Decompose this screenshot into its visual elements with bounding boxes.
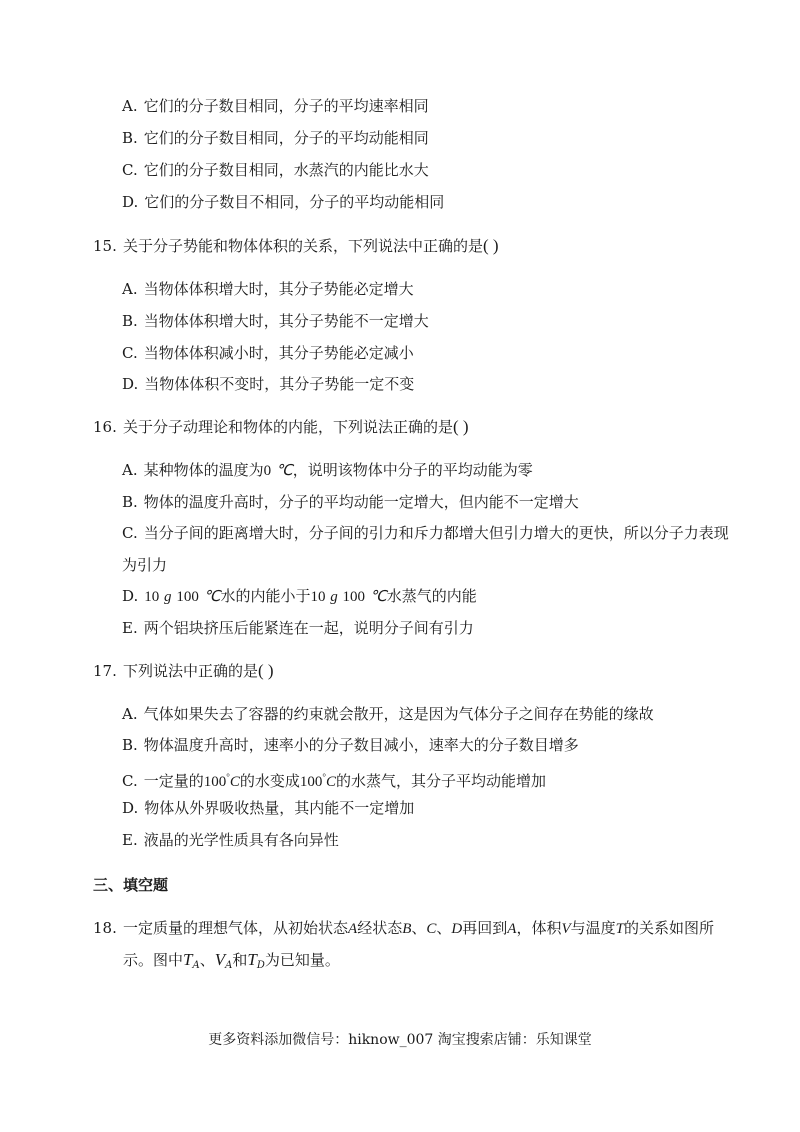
option-text: 当分子间的距离增大时，分子间的引力和斥力都增大但引力增大的更快，所以分子力表现 <box>143 524 729 542</box>
gram-unit: g <box>164 589 172 605</box>
state-d: D <box>451 921 463 937</box>
td-symbol: T <box>247 950 257 969</box>
q16-option-a <box>122 460 533 481</box>
option-label: C. <box>122 161 138 179</box>
q16-option-d <box>122 586 477 607</box>
celsius-letter: C <box>325 774 336 790</box>
option-label: B. <box>122 493 138 511</box>
option-text: 物体从外界吸收热量，其内能不一定增加 <box>144 799 415 817</box>
celsius-unit: ℃ <box>203 589 221 605</box>
option-text: 当物体体积不变时，其分子势能一定不变 <box>144 375 415 393</box>
option-label: A. <box>122 705 138 723</box>
state-c: C <box>426 921 437 937</box>
option-text: ，说明该物体中分子的平均动能为零 <box>292 461 533 479</box>
question-text: 经状态 <box>357 919 403 937</box>
option-text: 为引力 <box>122 556 168 574</box>
question-text: 关于分子动理论和物体的内能，下列说法正确的是 <box>123 418 454 436</box>
td-subscript: D <box>256 960 265 971</box>
question-number: 16. <box>93 418 117 436</box>
celsius-unit: ℃ <box>275 463 293 479</box>
q15-option-b <box>122 311 429 331</box>
celsius-letter: C <box>229 774 240 790</box>
volume-symbol: V <box>561 921 571 937</box>
answer-paren: ( ) <box>258 661 274 680</box>
option-label: A. <box>122 280 138 298</box>
q14-option-a <box>122 96 429 116</box>
option-text: 当物体体积增大时，其分子势能不一定增大 <box>143 312 429 330</box>
mass-value: 10 <box>144 589 160 605</box>
question-number: 18. <box>93 919 117 937</box>
section-title: 三、填空题 <box>93 876 169 894</box>
option-label: D. <box>122 193 139 211</box>
temperature-symbol: T <box>615 921 624 937</box>
q16-option-e <box>122 618 474 638</box>
option-label: B. <box>122 736 138 754</box>
option-text: 一定量的 <box>143 772 204 790</box>
state-b: B <box>402 921 412 937</box>
option-label: B. <box>122 129 138 147</box>
option-text: 的水变成 <box>239 772 300 790</box>
ta-symbol: T <box>183 950 193 969</box>
option-label: C. <box>122 772 138 790</box>
question-text: 的关系如图所 <box>624 919 715 937</box>
q17-option-b <box>122 735 579 755</box>
question-text: 一定质量的理想气体，从初始状态 <box>123 919 349 937</box>
question-text: 为已知量。 <box>264 951 340 969</box>
q14-option-d <box>122 192 444 212</box>
va-symbol: V <box>214 950 226 969</box>
option-label: B. <box>122 312 138 330</box>
option-text: 当物体体积减小时，其分子势能必定减小 <box>143 344 414 362</box>
option-label: D. <box>122 375 139 393</box>
question-number: 15. <box>93 237 117 255</box>
question-number: 17. <box>93 662 117 680</box>
q17-option-a <box>122 704 654 724</box>
option-label: C. <box>122 524 138 542</box>
option-text: 它们的分子数目相同，水蒸汽的内能比水大 <box>143 161 429 179</box>
option-text: 物体的温度升高时，分子的平均动能一定增大，但内能不一定增大 <box>143 493 579 511</box>
option-label: C. <box>122 344 138 362</box>
question-text: ，体积 <box>516 919 562 937</box>
q15-option-c <box>122 343 414 363</box>
question-text: 下列说法中正确的是 <box>123 662 259 680</box>
ta-subscript: A <box>192 960 200 971</box>
option-text: 水蒸气的内能 <box>386 587 477 605</box>
separator: 、 <box>199 951 215 969</box>
option-label: D. <box>122 799 139 817</box>
option-text: 它们的分子数目不相同，分子的平均动能相同 <box>144 193 445 211</box>
option-text: 物体温度升高时，速率小的分子数目减小，速率大的分子数目增多 <box>143 736 579 754</box>
temperature-value: 100 <box>203 774 227 790</box>
question-text: 示。图中 <box>123 951 184 969</box>
option-text: 的水蒸气，其分子平均动能增加 <box>336 772 547 790</box>
gram-unit: g <box>330 589 338 605</box>
state-a: A <box>507 921 517 937</box>
option-text: 当物体体积增大时，其分子势能必定增大 <box>143 280 414 298</box>
q14-option-c <box>122 160 429 180</box>
temperature-value: 0 <box>263 463 272 479</box>
option-label: A. <box>122 461 138 479</box>
q18-stem <box>93 918 714 939</box>
option-text: 气体如果失去了容器的约束就会散开，这是因为气体分子之间存在势能的缘故 <box>143 705 654 723</box>
q16-stem <box>93 417 469 437</box>
separator: 、 <box>436 919 452 937</box>
temperature-value: 100 <box>299 774 323 790</box>
temperature-value: 100 <box>342 589 366 605</box>
option-label: A. <box>122 97 138 115</box>
degree-sign: ° <box>226 772 230 782</box>
q17-option-e <box>122 830 339 850</box>
celsius-unit: ℃ <box>369 589 387 605</box>
q16-option-c-cont <box>122 555 167 575</box>
degree-sign: ° <box>322 772 326 782</box>
option-label: E. <box>122 831 138 849</box>
q14-option-b <box>122 128 429 148</box>
option-label: E. <box>122 619 138 637</box>
q17-option-d <box>122 798 414 818</box>
option-text: 某种物体的温度为 <box>143 461 264 479</box>
separator: 、 <box>411 919 427 937</box>
question-text: 和 <box>232 951 248 969</box>
answer-paren: ( ) <box>453 417 469 436</box>
q18-stem-cont <box>123 950 340 976</box>
question-text: 与温度 <box>570 919 616 937</box>
temperature-value: 100 <box>176 589 199 605</box>
q17-option-c <box>122 767 546 792</box>
question-text: 再回到 <box>462 919 508 937</box>
q15-stem <box>93 236 499 256</box>
q15-option-a <box>122 279 414 299</box>
q15-option-d <box>122 374 414 394</box>
mass-value: 10 <box>310 589 326 605</box>
q16-option-b <box>122 492 579 512</box>
option-text: 它们的分子数目相同，分子的平均动能相同 <box>143 129 429 147</box>
va-subscript: A <box>225 960 233 971</box>
q16-option-c <box>122 523 729 543</box>
option-text: 水的内能小于 <box>220 587 311 605</box>
question-text: 关于分子势能和物体体积的关系，下列说法中正确的是 <box>123 237 484 255</box>
q17-stem <box>93 661 274 681</box>
option-text: 两个铝块挤压后能紧连在一起，说明分子间有引力 <box>143 619 474 637</box>
option-label: D. <box>122 587 139 605</box>
page-footer: 更多资料添加微信号：hiknow_007 淘宝搜索店铺：乐知课堂 <box>208 1032 592 1048</box>
option-text: 它们的分子数目相同，分子的平均速率相同 <box>143 97 429 115</box>
answer-paren: ( ) <box>483 236 499 255</box>
option-text: 液晶的光学性质具有各向异性 <box>143 831 339 849</box>
state-a: A <box>348 921 358 937</box>
